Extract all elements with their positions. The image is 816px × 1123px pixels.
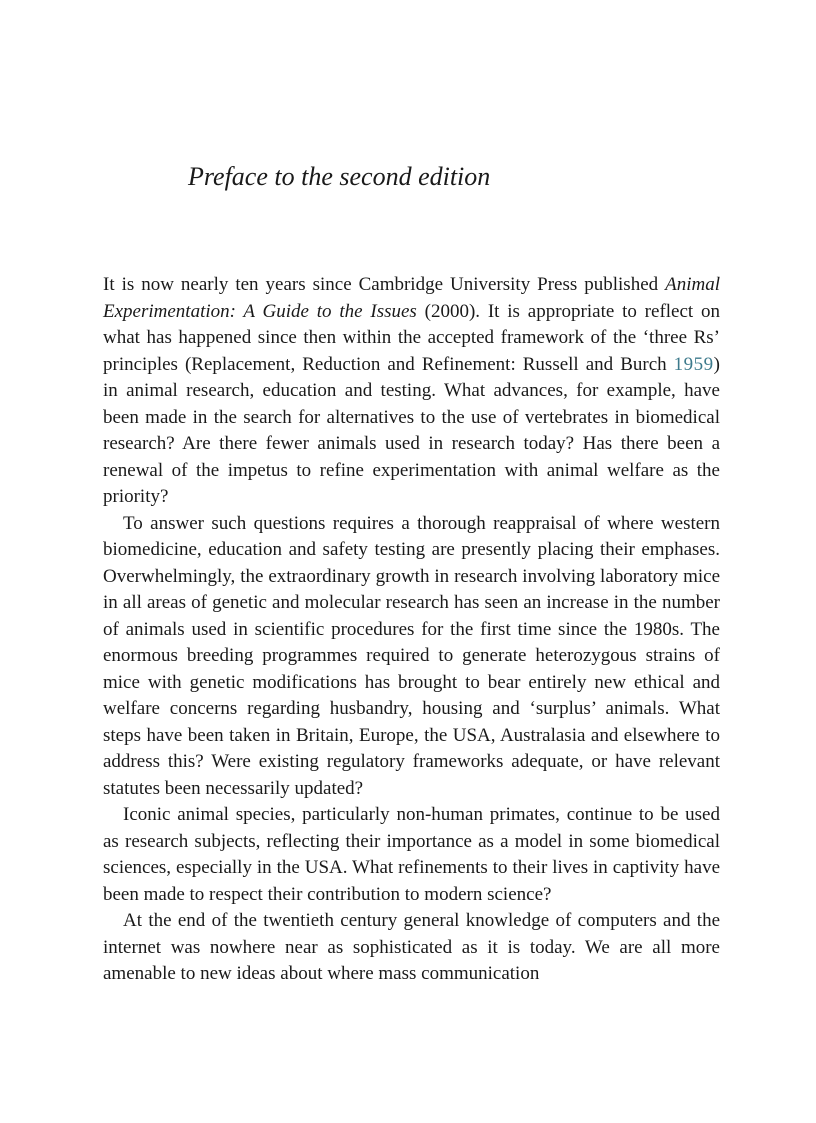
page-title: Preface to the second edition [188, 162, 491, 191]
citation-link[interactable]: 1959 [673, 353, 714, 375]
paragraph-1-intro: It is now nearly ten years since Cambridge University Press published [103, 274, 666, 295]
paragraph-1-end: ) in animal research, education and testing. What advances, for example, have been made in the search for alternatives to the use of vertebrates in biomedical research? Are there fewer animals used in research today? Has there been a renewal of the impetus to refine experimentation with animal welfare as the priority? [103, 353, 720, 507]
paragraph-3: Iconic animal species, particularly non-human primates, continue to be used as research subjects, reflecting their importance as a model in some biomedical sciences, especially in the USA. What refinements to their lives in captivity have been made to respect their contribution to modern science? [103, 804, 720, 905]
paragraph-4: At the end of the twentieth century general knowledge of computers and the internet was nowhere near as sophisticated as it is today. We are all more amenable to new ideas about where mass communication [103, 910, 720, 984]
preface-body [103, 272, 720, 988]
paragraph-1 [103, 272, 720, 511]
book-title: Animal Experimentation: A Guide to the Issues [103, 274, 720, 322]
paragraph-1-middle: (2000). It is appropriate to reflect on what has happened since then within the accepted framework of the ‘three Rs’ principles (Replacement, Reduction and Refinement: Russell and Burch [103, 300, 721, 375]
paragraph-2: To answer such questions requires a thorough reappraisal of where western biomedicine, education and safety testing are presently placing their emphases. Overwhelmingly, the extraordinary growth in research involving laboratory mice in all areas of genetic and molecular research has seen an increase in the number of animals used in scientific procedures for the first time since the 1980s. The enormous breeding programmes required to generate heterozygous strains of mice with genetic modifications has brought to bear entirely new ethical and welfare concerns regarding husbandry, housing and ‘surplus’ animals. What steps have been taken in Britain, Europe, the USA, Australasia and elsewhere to address this? Were existing regulatory frameworks adequate, or have relevant statutes been necessarily updated? [103, 512, 720, 799]
